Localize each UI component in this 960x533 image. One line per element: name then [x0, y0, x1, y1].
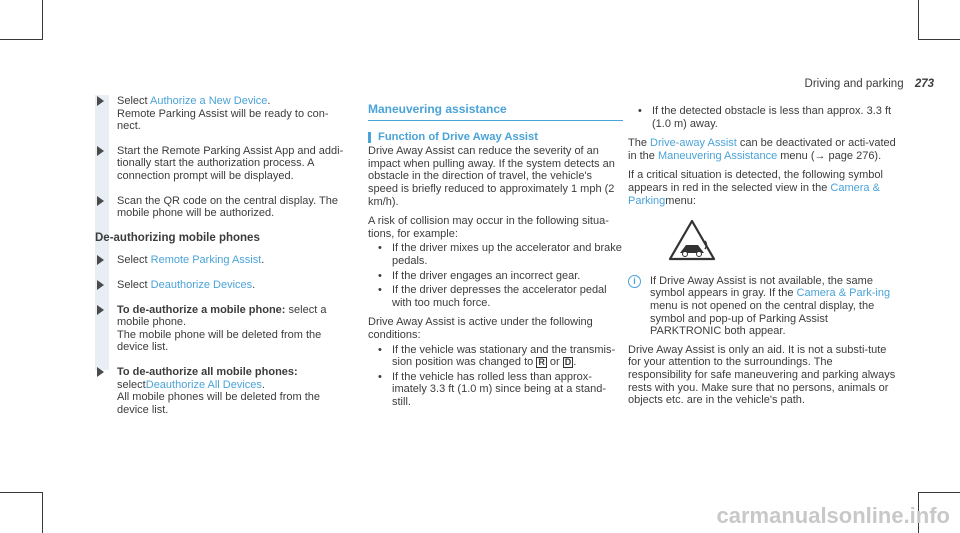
crop-mark	[918, 39, 960, 40]
step	[95, 95, 345, 133]
step-body: Remote Parking Assist will be ready to con-nect.	[117, 107, 329, 133]
gear-r-icon: R	[538, 357, 545, 368]
subheading: De-authorizing mobile phones	[95, 231, 260, 244]
paragraph	[628, 169, 898, 207]
crop-mark	[918, 0, 919, 40]
step	[95, 366, 345, 416]
step	[95, 304, 345, 354]
page-header	[805, 78, 934, 90]
column-middle	[368, 103, 623, 410]
menu-link[interactable]: Deauthorize Devices	[150, 278, 253, 291]
arrow-icon	[97, 305, 104, 315]
bullet-icon: •	[638, 105, 642, 117]
menu-link[interactable]: Camera & Park-ing	[796, 287, 891, 300]
list-item	[628, 105, 898, 130]
step-body: All mobile phones will be deleted from the device list.	[117, 391, 321, 416]
crop-mark	[42, 0, 43, 40]
note-text: menu is not opened on the central display, the symbol and pop-up of Parking Assist PARKTRONIC both appear.	[650, 299, 875, 338]
column-right	[628, 103, 898, 414]
function-title: Function of Drive Away Assist	[368, 131, 623, 144]
menu-link[interactable]: Deauthorize All Devices	[145, 378, 262, 391]
step-text: select	[117, 378, 146, 391]
list-item	[368, 371, 623, 409]
step-bold: To de-authorize a mobile phone:	[117, 303, 286, 316]
list-item	[368, 242, 623, 267]
list-item-text: If the driver mixes up the accelerator and brake pedals.	[392, 242, 622, 267]
list-item-text: .	[573, 356, 577, 369]
menu-link[interactable]: Drive-away Assist	[650, 137, 737, 150]
menu-link[interactable]: Camera & Parking	[628, 181, 880, 207]
bullet-icon: •	[378, 284, 382, 297]
step-body: The mobile phone will be deleted from the device list.	[117, 328, 322, 354]
header-section: Driving and parking	[804, 78, 904, 90]
list-item-text: If the detected obstacle is less than approx. 3.3 ft (1.0 m) away.	[652, 105, 892, 130]
bullet-icon: •	[378, 269, 382, 282]
paragraph: Drive Away Assist is only an aid. It is not a substi-tute for your attention to the surroundings. The responsibility for safe maneuvering and parking always rests with you. Make sure that no persons, animals or objects etc. are in the vehicle's path.	[628, 343, 896, 407]
step-text: Select	[117, 278, 151, 291]
step-text: .	[267, 95, 271, 107]
step-text: .	[261, 378, 265, 391]
paragraph-text: The	[628, 137, 651, 150]
column-left	[95, 95, 345, 428]
paragraph-text: menu (→ page 276).	[777, 149, 882, 162]
drive-away-warning-icon	[668, 219, 898, 265]
bullet-icon: •	[378, 242, 382, 255]
arrow-icon	[97, 280, 104, 290]
step-text: Select	[117, 95, 151, 107]
step-text: select a mobile phone.	[117, 303, 327, 329]
step	[95, 254, 345, 267]
arrow-icon	[97, 96, 104, 106]
paragraph-text: can be deactivated or acti-vated in the	[628, 137, 896, 162]
arrow-icon	[97, 196, 104, 206]
step	[95, 279, 345, 292]
note-text: If Drive Away Assist is not available, the same symbol appears in gray. If the	[650, 274, 873, 300]
list-item	[368, 270, 623, 283]
bullet-icon: •	[378, 343, 382, 356]
list-item-text: or	[546, 356, 563, 369]
step-body: Scan the QR code on the central display. The mobile phone will be authorized.	[117, 194, 338, 220]
arrow-icon	[97, 367, 104, 377]
arrow-icon	[97, 255, 104, 265]
step-text: .	[252, 278, 256, 291]
info-icon: i	[628, 275, 641, 288]
step-text: .	[261, 254, 265, 267]
paragraph-text: If a critical situation is detected, the following symbol appears in red in the selected view in the	[628, 169, 883, 194]
crop-mark	[0, 39, 42, 40]
crop-mark	[0, 492, 42, 493]
paragraph: A risk of collision may occur in the following situa-tions, for example:	[368, 215, 609, 240]
bullet-icon: •	[378, 370, 382, 383]
step-text: Select	[117, 254, 151, 267]
step-body: Start the Remote Parking Assist App and addi-tionally start the authorization process. A connection prompt will be displayed.	[117, 144, 344, 182]
crop-mark	[42, 492, 43, 533]
list-item	[368, 284, 623, 309]
list-item-text: If the vehicle was stationary and the transmis-sion position was changed to	[392, 343, 616, 369]
menu-link[interactable]: Remote Parking Assist	[150, 254, 262, 267]
step-bold: To de-authorize all mobile phones:	[117, 365, 298, 378]
step	[95, 195, 345, 220]
step	[95, 145, 345, 183]
list-item-text: If the vehicle has rolled less than approx-imately 3.3 ft (1.0 m) since being at a stand-still.	[392, 370, 606, 408]
paragraph: Drive Away Assist is active under the following conditions:	[368, 316, 593, 341]
menu-link[interactable]: Authorize a New Device	[150, 95, 268, 107]
list-item-text: If the driver depresses the accelerator pedal with too much force.	[392, 284, 607, 309]
arrow-icon	[97, 146, 104, 156]
list-item	[368, 344, 623, 369]
menu-link[interactable]: Maneuvering Assistance	[657, 149, 778, 162]
gear-d-icon: D	[564, 357, 572, 368]
crop-mark	[918, 492, 960, 493]
list-item-text: If the driver engages an incorrect gear.	[392, 269, 581, 282]
page-number: 273	[914, 78, 934, 90]
paragraph	[628, 137, 898, 162]
info-note	[628, 275, 898, 338]
paragraph: Drive Away Assist can reduce the severity of an impact when pulling away. If the system detects an obstacle in the direction of travel, the vehicle's speed is briefly reduced to approximately 1 mph (2 km/h).	[368, 145, 615, 208]
watermark: carmanualsonline.info	[716, 503, 950, 528]
section-title: Maneuvering assistance	[368, 103, 623, 121]
paragraph-text: menu:	[665, 194, 696, 207]
